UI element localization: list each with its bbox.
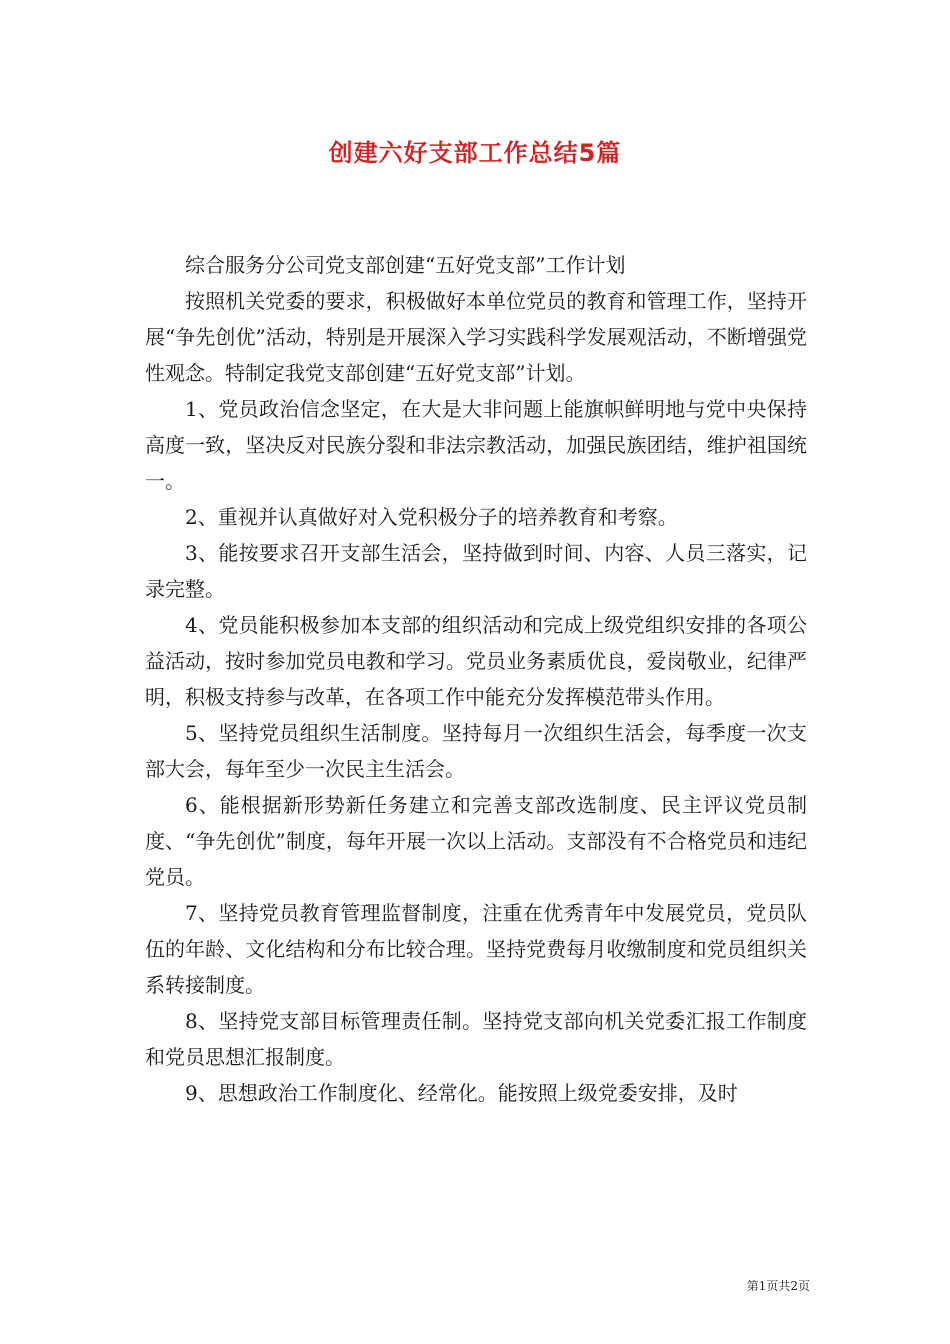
paragraph-item-3: 3、能按要求召开支部生活会，坚持做到时间、内容、人员三落实，记录完整。 <box>145 541 807 601</box>
paragraph-item-5: 5、坚持党员组织生活制度。坚持每月一次组织生活会，每季度一次支部大会，每年至少一次民主生活会。 <box>145 721 807 781</box>
paragraph-item-9: 9、思想政治工作制度化、经常化。能按照上级党委安排，及时 <box>185 1081 738 1105</box>
paragraph-plan-heading: 综合服务分公司党支部创建“五好党支部”工作计划 <box>185 253 626 277</box>
paragraph-item-8: 8、坚持党支部目标管理责任制。坚持党支部向机关党委汇报工作制度和党员思想汇报制度。 <box>145 1009 807 1069</box>
paragraph-item-7: 7、坚持党员教育管理监督制度，注重在优秀青年中发展党员，党员队伍的年龄、文化结构和分布比较合理。坚持党费每月收缴制度和党员组织关系转接制度。 <box>145 901 807 997</box>
paragraph-item-4: 4、党员能积极参加本支部的组织活动和完成上级党组织安排的各项公益活动，按时参加党员电教和学习。党员业务素质优良，爱岗敬业，纪律严明，积极支持参与改革，在各项工作中能充分发挥模范带头作用。 <box>145 613 807 709</box>
paragraph-item-2: 2、重视并认真做好对入党积极分子的培养教育和考察。 <box>185 505 678 529</box>
paragraph-item-1: 1、党员政治信念坚定，在大是大非问题上能旗帜鲜明地与党中央保持高度一致，坚决反对民族分裂和非法宗教活动，加强民族团结，维护祖国统一。 <box>145 397 807 493</box>
document-body <box>145 247 807 1111</box>
page-number: 第1页共2页 <box>746 1279 810 1293</box>
document-title: 创建六好支部工作总结5篇 <box>328 139 622 167</box>
paragraph-item-6: 6、能根据新形势新任务建立和完善支部改选制度、民主评议党员制度、“争先创优”制度，每年开展一次以上活动。支部没有不合格党员和违纪党员。 <box>145 793 807 889</box>
paragraph-intro: 按照机关党委的要求，积极做好本单位党员的教育和管理工作，坚持开展“争先创优”活动，特别是开展深入学习实践科学发展观活动，不断增强党性观念。特制定我党支部创建“五好党支部”计划。 <box>145 289 807 385</box>
